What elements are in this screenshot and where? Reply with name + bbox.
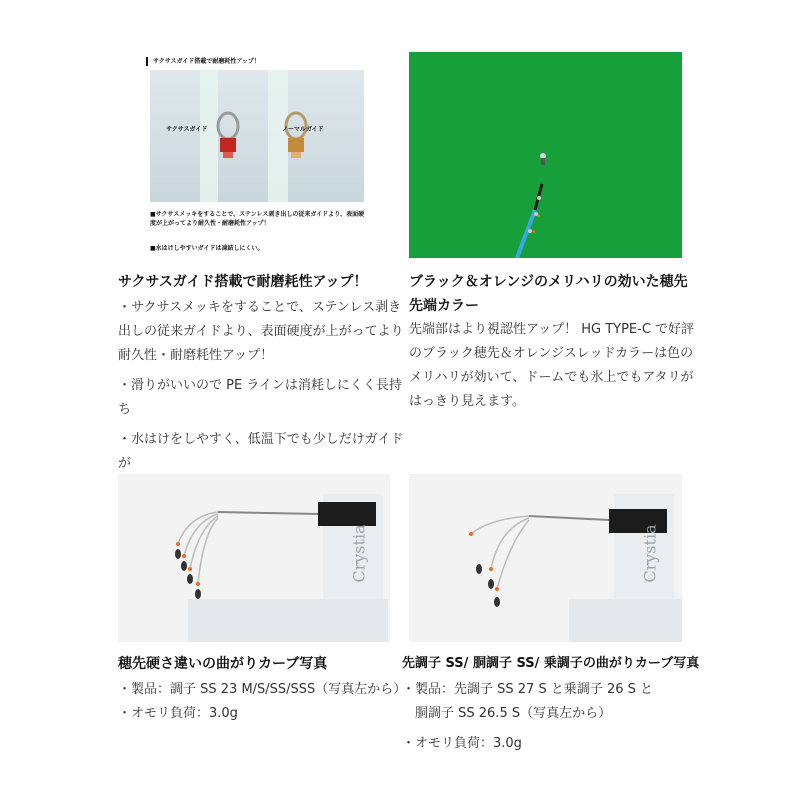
stiffness-description [118,678,408,726]
action-line: ・オモリ負荷：3.0g [402,736,522,751]
rod-tip-image [409,52,682,258]
sakusasu-line: ・滑りがいいので PE ラインは消耗しにくく長持ち [118,378,402,417]
stiffness-line: ・オモリ負荷：3.0g [118,706,238,721]
sakusasu-line: ・水はけをしやすく、低温下でも少しだけガイドが [118,432,404,471]
guide-comparison-photo [118,52,390,259]
sakusasu-heading: サクサスガイド搭載で耐磨耗性アップ！ [118,274,368,290]
brand-watermark: Crystia [349,524,369,583]
sakusasu-line: 耐久性・耐磨耗性アップ！ [118,348,274,363]
sakusasu-line: 出しの従来ガイドより、表面硬度が上がってより [118,324,404,339]
action-line: ・製品：先調子 SS 27 S と乗調子 26 S と [402,682,654,697]
action-curve-photo [409,474,682,642]
stiffness-curve-photo [118,474,390,642]
inset-note-1: ■サクサスメッキをすることで、ステンレス剥き出しの従来ガイドより、表面硬度が上がってより耐久性・耐磨耗性アップ！ [150,211,365,227]
guide-comparison-image [150,70,364,202]
label-sakusasu: サクサスガイド [166,126,208,133]
sakusasu-line: ・サクサスメッキをすることで、ステンレス剥き [118,300,402,315]
tip-color-heading-line: ブラック＆オレンジのメリハリの効いた穂先 [409,274,688,290]
tip-color-description [409,318,699,414]
tip-color-heading-line: 先端カラー [409,298,479,314]
tip-color-line: はっきり見えます。 [409,394,525,409]
inset-note-2: ■水はけしやすいガイドは凍結しにくい。 [150,245,264,252]
tip-color-line: メリハリが効いて、ドームでも氷上でもアタリが [409,370,694,385]
action-line: 胴調子 SS 26.5 S（写真左から） [402,706,612,721]
inset-title: サクサスガイド搭載で耐磨耗性アップ！ [146,57,260,66]
sakusasu-description [118,296,408,500]
label-normal: ノーマルガイド [282,126,324,133]
stiffness-line: ・製品：調子 SS 23 M/S/SS/SSS（写真左から） [118,682,407,697]
tip-color-heading [409,270,699,318]
tip-color-line: 先端部はより視認性アップ！ HG TYPE-C で好評 [409,322,695,337]
tip-color-line: のブラック穂先＆オレンジスレッドカラーは色の [409,346,694,361]
action-description [402,678,702,756]
brand-watermark: Crystia [640,524,660,583]
action-heading: 先調子 SS/ 胴調子 SS/ 乗調子の曲がりカーブ写真 [402,656,700,671]
stiffness-heading: 穂先硬さ違いの曲がりカーブ写真 [118,656,328,672]
rod-tip-photo [409,52,682,258]
